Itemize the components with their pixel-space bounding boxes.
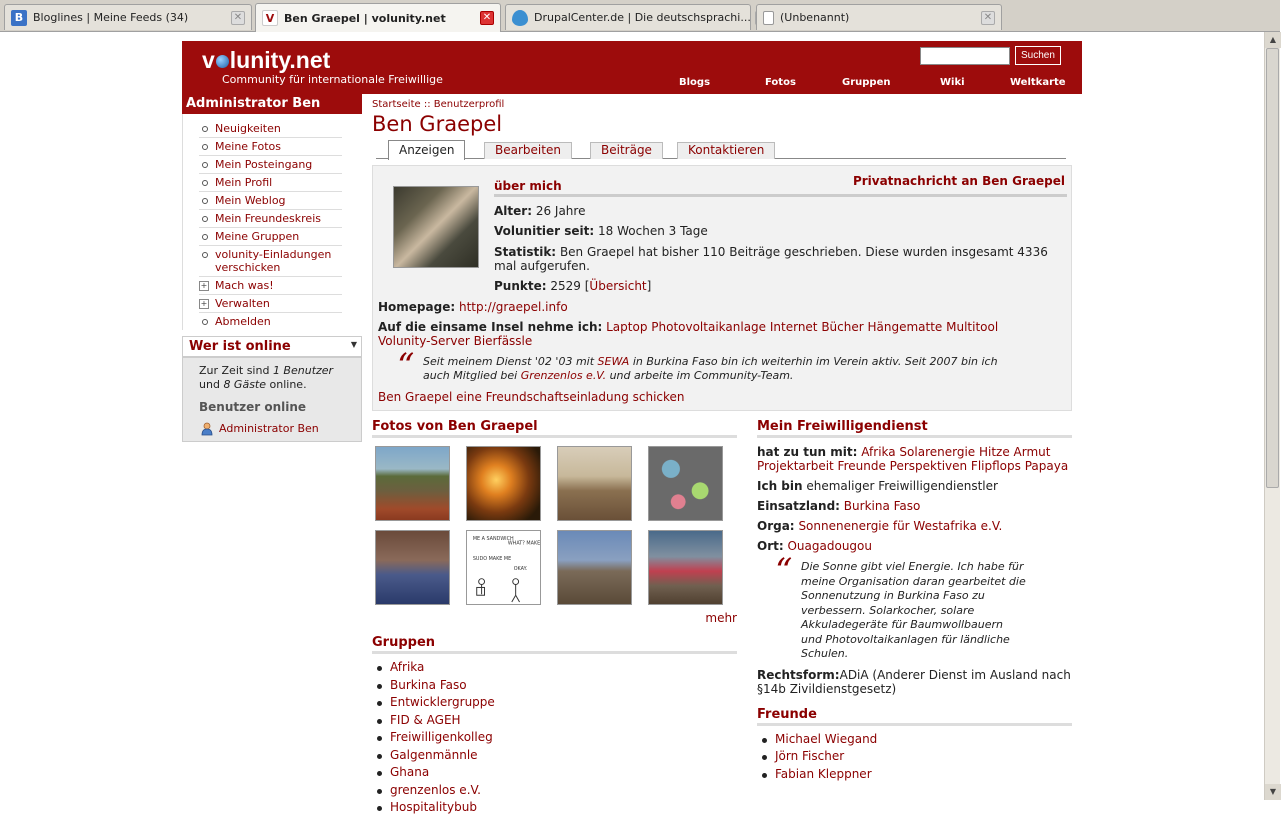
sidebar-menu (182, 114, 362, 330)
right-column (757, 419, 1072, 783)
homepage-field (378, 300, 568, 314)
browser-tab-title: DrupalCenter.de | Die deutschsprachi... (534, 11, 751, 24)
topics-field (757, 445, 1072, 473)
browser-tab-title: Bloglines | Meine Feeds (34) (33, 11, 189, 24)
statistics-field (494, 245, 1054, 273)
comic-illustration (467, 531, 540, 604)
sidebar-item-label[interactable]: Meine Fotos (215, 140, 281, 153)
group-link[interactable]: Hospitalitybub (390, 800, 477, 814)
sidebar-item-label[interactable]: Mach was! (215, 279, 274, 292)
quote-mark-icon: “ (775, 551, 793, 591)
main-content (364, 94, 1080, 814)
browser-tab-volunity[interactable] (255, 3, 501, 32)
group-link[interactable]: grenzenlos e.V. (390, 782, 481, 797)
online-guests-count: 8 Gäste (223, 378, 267, 391)
iam-label: Ich bin (757, 479, 803, 493)
group-link[interactable]: FID & AGEH (390, 712, 461, 727)
browser-tab-bloglines[interactable] (4, 4, 252, 30)
volunity-favicon-icon: V (262, 10, 278, 26)
browser-tab-title: (Unbenannt) (780, 11, 850, 24)
breadcrumb-separator: :: (420, 99, 434, 110)
quote-text-c: und arbeite im Community-Team. (606, 369, 794, 382)
island-field (378, 320, 1028, 348)
who-is-online-title[interactable] (183, 337, 361, 358)
svg-text:WHAT? MAKE: WHAT? MAKE (507, 540, 541, 547)
list-item[interactable] (372, 729, 737, 747)
search-input[interactable] (920, 47, 1010, 65)
list-item[interactable] (757, 766, 1072, 784)
site-slogan: Community für internationale Freiwillige (222, 73, 443, 86)
island-tags[interactable]: Laptop Photovoltaikanlage Internet Bücher Hängematte Multitool Volunity-Server Bierfässle (378, 320, 999, 348)
about-divider (494, 194, 1067, 197)
close-tab-icon[interactable]: ✕ (231, 11, 245, 25)
photo-thumbnail[interactable] (466, 446, 541, 521)
browser-tab-title: Ben Graepel | volunity.net (284, 11, 446, 25)
nav-gruppen[interactable]: Gruppen (842, 77, 891, 88)
iam-value: ehemaliger Freiwilligendienstler (806, 479, 998, 493)
scrollbar-thumb[interactable] (1266, 48, 1279, 488)
sidebar-item-meine-gruppen[interactable] (199, 228, 342, 246)
quote-text-b: in Burkina Faso bin ich weiterhin im Verein aktiv. Seit 2007 bin ich auch Mitglied bei (423, 355, 998, 382)
quote-mark-icon: “ (397, 346, 415, 386)
profile-tabs (376, 140, 1066, 159)
points-field (494, 279, 651, 293)
group-link[interactable]: Galgenmännle (390, 747, 478, 762)
svg-text:SUDO MAKE ME: SUDO MAKE ME (472, 556, 512, 563)
vertical-scrollbar[interactable] (1264, 32, 1280, 800)
legal-form-field (757, 668, 1072, 696)
sidebar-item-mein-profil[interactable] (199, 174, 342, 192)
points-bracket-end: ] (646, 279, 652, 293)
age-value: 26 Jahre (535, 204, 586, 218)
sidebar-item-label[interactable]: Mein Freundeskreis (215, 212, 321, 225)
friends-title: Freunde (757, 707, 1072, 726)
place-field (757, 539, 1072, 553)
list-item[interactable] (757, 731, 1072, 749)
profile-box (372, 165, 1072, 411)
tab-kontaktieren[interactable]: Kontaktieren (677, 142, 775, 159)
breadcrumb (372, 99, 1080, 110)
list-item[interactable] (372, 659, 737, 677)
country-field (757, 499, 1072, 513)
list-item[interactable] (372, 799, 737, 817)
sidebar-item-label[interactable]: Mein Profil (215, 176, 273, 189)
place-label: Ort: (757, 539, 784, 553)
photo-thumbnail[interactable] (557, 446, 632, 521)
sidebar (182, 94, 362, 442)
service-title: Mein Freiwilligendienst (757, 419, 1072, 438)
sidebar-item-posteingang[interactable] (199, 156, 342, 174)
member-since-label: Volunitier seit: (494, 224, 595, 238)
photos-title: Fotos von Ben Graepel (372, 419, 737, 438)
group-link[interactable]: Entwicklergruppe (390, 695, 495, 709)
friend-link[interactable]: Fabian Kleppner (775, 766, 872, 781)
topics-tags[interactable]: Afrika Solarenergie Hitze Armut Projektarbeit Freunde Perspektiven Flipflops Papaya (757, 445, 1069, 473)
browser-tab-strip (0, 0, 1280, 32)
legal-form-label: Rechtsform: (757, 667, 840, 682)
sidebar-item-mach-was[interactable] (199, 277, 342, 295)
group-link[interactable]: Afrika (390, 660, 425, 674)
tab-beitraege[interactable]: Beiträge (590, 142, 663, 159)
sidebar-item-einladungen[interactable] (199, 246, 342, 277)
avatar (393, 186, 479, 268)
quote-text-a: Seit meinem Dienst '02 '03 mit (423, 355, 598, 368)
svg-text:OKAY.: OKAY. (513, 565, 528, 572)
sidebar-item-label[interactable]: volunity-Einladungen verschicken (215, 248, 332, 274)
member-since-value: 18 Wochen 3 Tage (598, 224, 708, 238)
country-link[interactable]: Burkina Faso (843, 499, 921, 513)
more-photos-link[interactable]: mehr (705, 611, 737, 625)
collapse-triangle-icon[interactable]: ▼ (350, 340, 357, 349)
photo-thumbnail[interactable] (375, 530, 450, 605)
sidebar-item-label[interactable]: Neuigkeiten (215, 122, 281, 135)
about-title: über mich (494, 179, 562, 193)
groups-title: Gruppen (372, 635, 737, 654)
member-since-field (494, 224, 708, 238)
logo-text-end: lunity.net (229, 47, 331, 73)
page-title: Ben Graepel (372, 112, 503, 136)
online-user-link[interactable]: Administrator Ben (219, 422, 319, 435)
topics-label: hat zu tun mit: (757, 445, 858, 459)
browser-tab-unnamed[interactable] (756, 4, 1002, 30)
tab-bearbeiten[interactable]: Bearbeiten (484, 142, 572, 159)
breadcrumb-home[interactable]: Startseite (372, 99, 421, 110)
online-summary (183, 358, 361, 392)
scroll-up-icon[interactable]: ▲ (1265, 32, 1281, 48)
sidebar-item-label[interactable]: Meine Gruppen (215, 230, 300, 243)
sidebar-item-label[interactable]: Abmelden (215, 315, 271, 328)
age-label: Alter: (494, 204, 532, 218)
homepage-label: Homepage: (378, 300, 456, 314)
online-user-entry[interactable] (183, 418, 361, 435)
organisation-field (757, 519, 1072, 533)
list-item[interactable] (372, 712, 737, 730)
online-users-subtitle: Benutzer online (199, 400, 307, 414)
legal-form-value: ADiA (Anderer Dienst im Ausland nach §14b Zivildienstgesetz) (757, 667, 1071, 696)
island-label: Auf die einsame Insel nehme ich: (378, 320, 603, 334)
left-column (372, 419, 737, 817)
statistics-label: Statistik: (494, 245, 557, 259)
place-link[interactable]: Ouagadougou (787, 539, 872, 553)
photo-grid (375, 446, 737, 605)
sidebar-item-label[interactable]: Verwalten (215, 297, 270, 310)
list-item[interactable] (372, 747, 737, 765)
online-text-suffix: online. (266, 378, 307, 391)
browser-tab-drupalcenter[interactable] (505, 4, 751, 30)
service-quote (775, 551, 1027, 662)
points-label: Punkte: (494, 279, 547, 293)
nav-blogs[interactable]: Blogs (679, 77, 711, 88)
sidebar-item-label[interactable]: Mein Posteingang (215, 158, 313, 171)
site-header (182, 41, 1082, 94)
online-title-text: Wer ist online (189, 339, 291, 354)
online-text-mid: und (199, 378, 224, 391)
sidebar-item-mein-weblog[interactable] (199, 192, 342, 210)
groups-list (372, 659, 737, 817)
statistics-value: Ben Graepel hat bisher 110 Beiträge geschrieben. Diese wurden insgesamt 4336 mal aufgerufen. (494, 245, 1048, 273)
drupal-favicon-icon (512, 10, 528, 26)
nav-fotos[interactable]: Fotos (765, 77, 796, 88)
photo-thumbnail[interactable] (375, 446, 450, 521)
iam-field (757, 479, 1072, 493)
photo-thumbnail[interactable] (466, 530, 541, 605)
sidebar-user-title: Administrator Ben (182, 94, 362, 114)
search-button[interactable]: Suchen (1015, 46, 1061, 65)
photo-thumbnail[interactable] (648, 446, 723, 521)
list-item[interactable] (372, 677, 737, 695)
private-message-link[interactable]: Privatnachricht an Ben Graepel (852, 174, 1065, 188)
photo-thumbnail[interactable] (557, 530, 632, 605)
service-quote-text: Die Sonne gibt viel Energie. Ich habe für meine Organisation daran gearbeitet die Sonnenutzung in Burkina Faso zu verbessern. Solarkocher, solare Akkuladegeräte für Baumwollbauern und Photovoltaikanlagen für ländliche Schulen. (801, 560, 1026, 660)
list-item[interactable] (757, 748, 1072, 766)
age-field (494, 204, 585, 218)
blank-page-icon (763, 11, 774, 25)
close-tab-icon[interactable]: ✕ (480, 11, 494, 25)
points-overview-link[interactable]: Übersicht (589, 279, 647, 293)
profile-quote (423, 355, 1023, 383)
organisation-link[interactable]: Sonnenenergie für Westafrika e.V. (798, 519, 1003, 533)
country-label: Einsatzland: (757, 499, 840, 513)
svg-text:ME A SANDWICH: ME A SANDWICH (472, 535, 514, 542)
list-item[interactable] (372, 694, 737, 712)
friend-link[interactable]: Jörn Fischer (775, 749, 845, 763)
top-navigation (182, 77, 1082, 91)
sidebar-item-meine-fotos[interactable] (199, 138, 342, 156)
bloglines-favicon-icon: B (11, 10, 27, 26)
sidebar-item-abmelden[interactable] (199, 313, 342, 330)
site-wrapper (182, 41, 1082, 814)
scroll-down-icon[interactable]: ▼ (1265, 784, 1281, 800)
close-tab-icon[interactable]: ✕ (981, 11, 995, 25)
list-item[interactable] (372, 782, 737, 800)
sidebar-item-freundeskreis[interactable] (199, 210, 342, 228)
homepage-link[interactable]: http://graepel.info (458, 300, 568, 314)
site-logo[interactable] (202, 47, 330, 74)
online-users-count: 1 Benutzer (272, 364, 334, 377)
tab-anzeigen[interactable]: Anzeigen (388, 140, 465, 160)
friends-list (757, 731, 1072, 784)
list-item[interactable] (372, 764, 737, 782)
group-link[interactable]: Freiwilligenkolleg (390, 730, 493, 744)
organisation-label: Orga: (757, 519, 795, 533)
who-is-online-block (182, 336, 362, 442)
page-viewport (0, 32, 1264, 814)
group-link[interactable]: Ghana (390, 765, 430, 779)
photo-thumbnail[interactable] (648, 530, 723, 605)
breadcrumb-current[interactable]: Benutzerprofil (433, 99, 505, 110)
friend-invite-link[interactable]: Ben Graepel eine Freundschaftseinladung schicken (378, 390, 685, 404)
user-icon (201, 422, 213, 435)
sidebar-item-verwalten[interactable] (199, 295, 342, 313)
sidebar-item-label[interactable]: Mein Weblog (215, 194, 286, 207)
sidebar-item-neuigkeiten[interactable] (199, 120, 342, 138)
quote-link-grenzenlos[interactable]: Grenzenlos e.V. (520, 369, 607, 382)
nav-weltkarte[interactable]: Weltkarte (1010, 77, 1066, 88)
points-value: 2529 [ (550, 279, 590, 293)
globe-icon (216, 55, 229, 68)
group-link[interactable]: Burkina Faso (390, 677, 467, 692)
logo-text-start: v (202, 47, 215, 73)
friend-link[interactable]: Michael Wiegand (775, 731, 878, 746)
nav-wiki[interactable]: Wiki (940, 77, 965, 88)
online-text-prefix: Zur Zeit sind (199, 364, 273, 377)
quote-link-sewa[interactable]: SEWA (597, 355, 630, 368)
